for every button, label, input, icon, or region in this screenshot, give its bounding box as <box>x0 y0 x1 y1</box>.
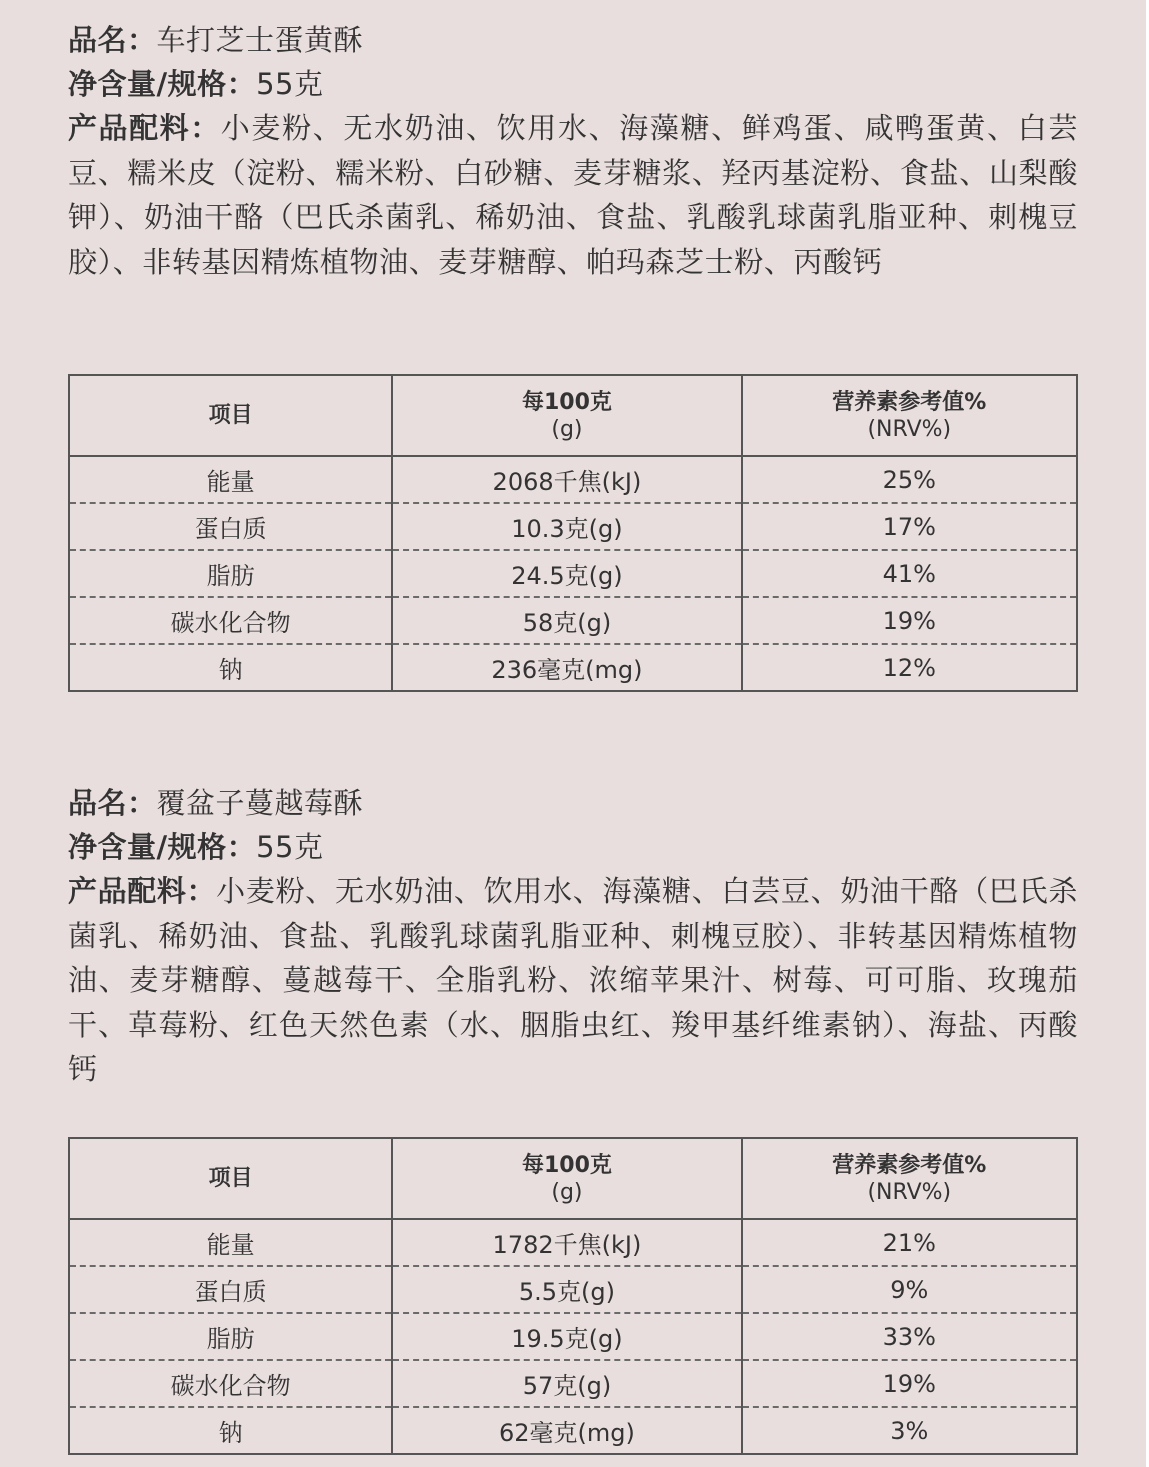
net-content-label: 净含量/规格： <box>68 67 257 101</box>
nutrient-amount: 1782千焦(kJ) <box>392 1219 741 1266</box>
net-content-line <box>68 825 1078 869</box>
product-section-2 <box>68 781 1078 1447</box>
nutrient-name: 脂肪 <box>69 550 392 597</box>
nutrient-amount: 10.3克(g) <box>392 503 741 550</box>
product-name: 车打芝士蛋黄酥 <box>156 23 364 57</box>
nutrient-name: 碳水化合物 <box>69 597 392 644</box>
nutrition-header-row <box>69 375 1077 456</box>
product-section-1 <box>68 18 1078 684</box>
header-item: 项目 <box>69 1138 392 1219</box>
nutrient-name: 蛋白质 <box>69 503 392 550</box>
nutrient-name: 蛋白质 <box>69 1266 392 1313</box>
header-nrv: 营养素参考值% (NRV%) <box>742 375 1077 456</box>
net-content-value: 55克 <box>256 67 324 101</box>
nutrient-amount: 57克(g) <box>392 1360 741 1407</box>
nutrition-table <box>68 1137 1078 1455</box>
table-row <box>69 456 1077 503</box>
ingredients-text: 小麦粉、无水奶油、饮用水、海藻糖、鲜鸡蛋、咸鸭蛋黄、白芸豆、糯米皮（淀粉、糯米粉、白砂糖、麦芽糖浆、羟丙基淀粉、食盐、山梨酸钾）、奶油干酪（巴氏杀菌乳、稀奶油、食盐、乳酸乳球菌乳脂亚种、刺槐豆胶）、非转基因精炼植物油、麦芽糖醇、帕玛森芝士粉、丙酸钙 <box>68 111 1078 279</box>
ingredients-text: 小麦粉、无水奶油、饮用水、海藻糖、白芸豆、奶油干酪（巴氏杀菌乳、稀奶油、食盐、乳酸乳球菌乳脂亚种、刺槐豆胶）、非转基因精炼植物油、麦芽糖醇、蔓越莓干、全脂乳粉、浓缩苹果汁、树莓、可可脂、玫瑰茄干、草莓粉、红色天然色素（水、胭脂虫红、羧甲基纤维素钠）、海盐、丙酸钙 <box>68 874 1078 1086</box>
nutrient-nrv: 19% <box>742 597 1077 644</box>
header-per-100g: 每100克 (g) <box>392 375 741 456</box>
nutrient-amount: 24.5克(g) <box>392 550 741 597</box>
nutrient-nrv: 17% <box>742 503 1077 550</box>
table-row <box>69 1360 1077 1407</box>
ingredients-label: 产品配料： <box>68 874 217 908</box>
header-item: 项目 <box>69 375 392 456</box>
table-row <box>69 1313 1077 1360</box>
nutrition-table <box>68 374 1078 692</box>
table-row <box>69 644 1077 691</box>
table-row <box>69 1407 1077 1454</box>
nutrient-name: 能量 <box>69 1219 392 1266</box>
table-row <box>69 503 1077 550</box>
table-row <box>69 550 1077 597</box>
nutrient-amount: 5.5克(g) <box>392 1266 741 1313</box>
nutrient-amount: 2068千焦(kJ) <box>392 456 741 503</box>
nutrient-amount: 19.5克(g) <box>392 1313 741 1360</box>
product-name-label: 品名： <box>68 786 157 820</box>
table-row <box>69 1266 1077 1313</box>
nutrition-header-row <box>69 1138 1077 1219</box>
nutrient-amount: 236毫克(mg) <box>392 644 741 691</box>
nutrient-name: 碳水化合物 <box>69 1360 392 1407</box>
ingredients-block <box>68 869 1078 1092</box>
ingredients-block <box>68 106 1078 284</box>
net-content-label: 净含量/规格： <box>68 830 257 864</box>
table-row <box>69 597 1077 644</box>
nutrient-nrv: 19% <box>742 1360 1077 1407</box>
nutrient-amount: 58克(g) <box>392 597 741 644</box>
nutrient-nrv: 41% <box>742 550 1077 597</box>
product-name-line <box>68 781 1078 825</box>
ingredients-label: 产品配料： <box>68 111 221 145</box>
nutrient-nrv: 21% <box>742 1219 1077 1266</box>
nutrient-nrv: 33% <box>742 1313 1077 1360</box>
net-content-value: 55克 <box>256 830 324 864</box>
nutrient-name: 能量 <box>69 456 392 503</box>
nutrient-amount: 62毫克(mg) <box>392 1407 741 1454</box>
product-name-label: 品名： <box>68 23 157 57</box>
table-row <box>69 1219 1077 1266</box>
nutrient-nrv: 3% <box>742 1407 1077 1454</box>
header-per-100g: 每100克 (g) <box>392 1138 741 1219</box>
nutrient-nrv: 12% <box>742 644 1077 691</box>
header-nrv: 营养素参考值% (NRV%) <box>742 1138 1077 1219</box>
product-name: 覆盆子蔓越莓酥 <box>156 786 364 820</box>
nutrient-name: 钠 <box>69 1407 392 1454</box>
nutrient-nrv: 9% <box>742 1266 1077 1313</box>
nutrient-name: 脂肪 <box>69 1313 392 1360</box>
nutrient-name: 钠 <box>69 644 392 691</box>
product-name-line <box>68 18 1078 62</box>
nutrient-nrv: 25% <box>742 456 1077 503</box>
net-content-line <box>68 62 1078 106</box>
